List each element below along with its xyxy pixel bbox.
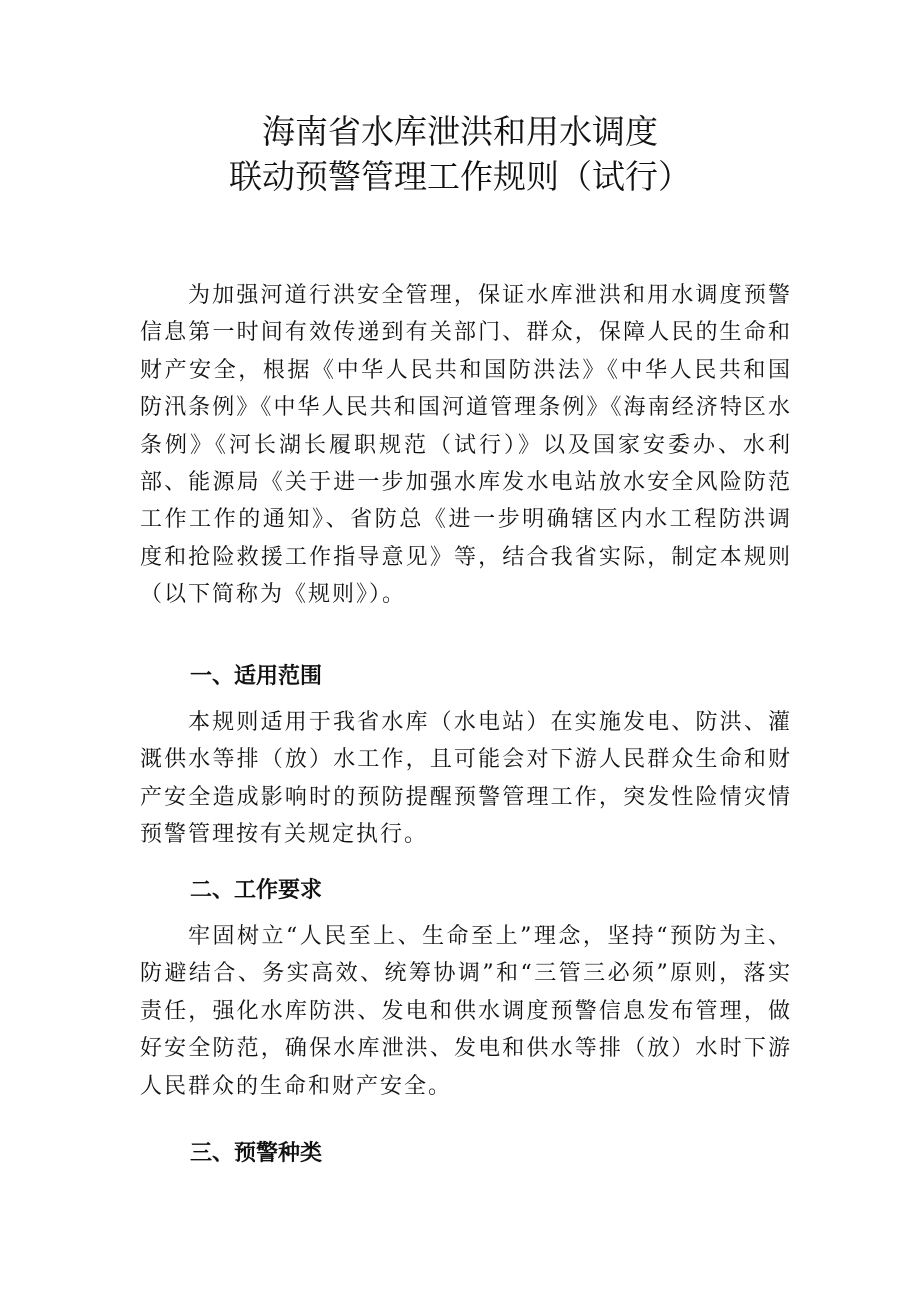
document-title-line-1: 海南省水库泄洪和用水调度 xyxy=(262,112,658,151)
section-paragraph-scope: 本规则适用于我省水库（水电站）在实施发电、防洪、灌溉供水等排（放）水工作，且可能会对下游人民群众生命和财产安全造成影响时的预防提醒预警管理工作，突发性险情灾情预警管理按有关规定执行。 xyxy=(140,710,792,848)
section-paragraph-requirements: 牢固树立“人民至上、生命至上”理念，坚持“预防为主、防避结合、务实高效、统筹协调”和“三管三必须”原则，落实责任，强化水库防洪、发电和供水调度预警信息发布管理，做好安全防范，确保水库泄洪、发电和供水等排（放）水时下游人民群众的生命和财产安全。 xyxy=(140,924,792,1099)
section-heading-scope: 一、适用范围 xyxy=(190,664,323,689)
section-heading-warning-types: 三、预警种类 xyxy=(190,1141,323,1166)
section-heading-requirements: 二、工作要求 xyxy=(190,878,323,903)
document-title-line-2: 联动预警管理工作规则（试行） xyxy=(229,157,691,196)
intro-paragraph: 为加强河道行洪安全管理，保证水库泄洪和用水调度预警信息第一时间有效传递到有关部门、群众，保障人民的生命和财产安全，根据《中华人民共和国防洪法》《中华人民共和国防汛条例》《中华人民共和国河道管理条例》《海南经济特区水条例》《河长湖长履职规范（试行）》以及国家安委办、水利部、能源局《关于进一步加强水库发水电站放水安全风险防范工作工作的通知》、省防总《进一步明确辖区内水工程防洪调度和抢险救援工作指导意见》等，结合我省实际，制定本规则（以下简称为《规则》）。 xyxy=(140,283,792,608)
